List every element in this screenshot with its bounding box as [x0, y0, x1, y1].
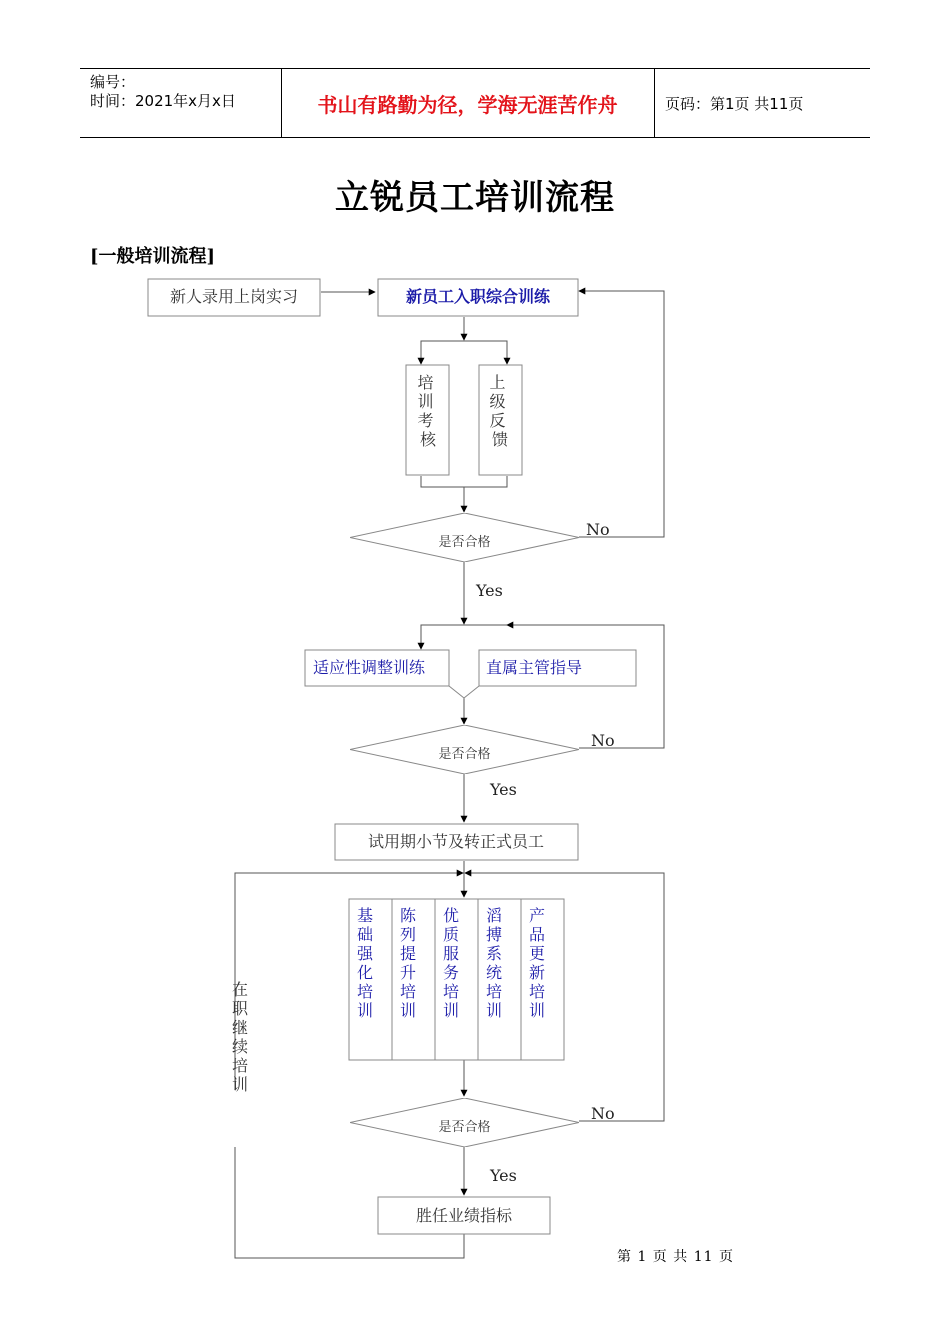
course-label: 基础强化培训	[356, 906, 374, 1020]
continuing-training-label	[232, 980, 249, 1094]
no-label-2: No	[591, 731, 615, 750]
performance-label: 胜任业绩指标	[415, 1206, 513, 1225]
header-motto: 书山有路勤为径，学海无涯苦作舟	[317, 92, 618, 117]
no-label-1: No	[586, 520, 610, 539]
feedback-char-2: 级	[489, 392, 506, 411]
merge-connector	[449, 686, 479, 698]
supervisor-guidance-label: 直属主管指导	[486, 658, 583, 677]
continuing-training-text: 在职继续培训	[231, 980, 249, 1094]
header-number-label: 编号：	[90, 73, 136, 91]
course-label: 产品更新培训	[528, 906, 546, 1020]
section-title: [一般培训流程]	[90, 246, 216, 267]
page-footer: 第 1 页 共 11 页	[617, 1249, 734, 1265]
course-label: 滔搏系统培训	[485, 906, 503, 1020]
exam-char-4: 核	[419, 430, 437, 449]
document-title: 立锐员工培训流程	[335, 178, 615, 218]
orientation-label: 新员工入职综合训练	[405, 287, 551, 306]
qualified-decision-3	[350, 1098, 579, 1147]
qualified-decision-2-label: 是否合格	[438, 747, 491, 762]
exam-char-3: 考	[417, 411, 434, 430]
feedback-char-3: 反	[489, 411, 506, 430]
qualified-decision-1-label: 是否合格	[438, 535, 491, 550]
yes-label-3: Yes	[490, 1166, 517, 1185]
qualified-decision-3-label: 是否合格	[438, 1120, 491, 1135]
course-label: 优质服务培训	[442, 906, 460, 1020]
new-hire-label: 新人录用上岗实习	[169, 287, 299, 306]
header-date-label: 时间：2021年x月x日	[90, 92, 236, 110]
course-label: 陈列提升培训	[399, 906, 417, 1020]
supervisor-feedback-label	[489, 373, 510, 449]
no-label-3: No	[591, 1104, 615, 1123]
probation-summary-label: 试用期小节及转正式员工	[367, 832, 545, 851]
exam-char-2: 训	[417, 392, 434, 411]
header-page-info: 页码：第1页 共11页	[665, 94, 804, 113]
qualified-decision-1	[350, 513, 579, 562]
yes-label-1: Yes	[476, 581, 503, 600]
yes-label-2: Yes	[490, 780, 517, 799]
feedback-char-1: 上	[489, 373, 506, 392]
adaptation-training-label: 适应性调整训练	[313, 658, 426, 677]
qualified-decision-2	[350, 725, 579, 774]
feedback-char-4: 馈	[491, 430, 509, 449]
exam-label	[417, 373, 438, 449]
exam-char-1: 培	[417, 373, 434, 392]
